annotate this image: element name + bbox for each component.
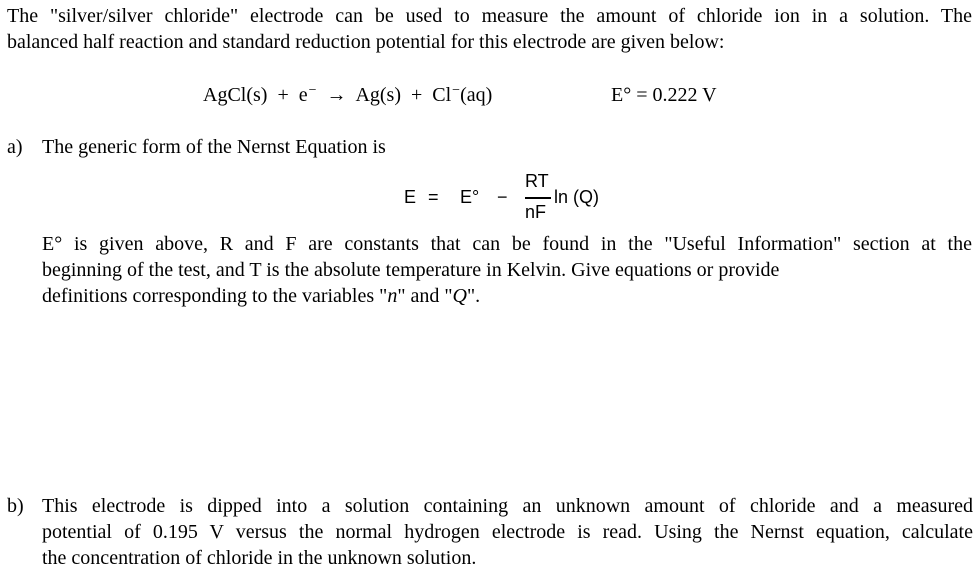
part-b-paragraph bbox=[42, 493, 973, 571]
intro-paragraph bbox=[7, 3, 972, 55]
reaction-arrow: → bbox=[326, 84, 347, 106]
equation-minus: − bbox=[497, 187, 508, 207]
half-reaction-equation bbox=[203, 82, 492, 111]
variable-n: n bbox=[387, 285, 398, 307]
variable-q: Q bbox=[452, 285, 467, 307]
agcl-species: AgCl(s) bbox=[203, 84, 268, 106]
plus-sign: + bbox=[277, 84, 289, 106]
aqueous-state: (aq) bbox=[460, 84, 493, 106]
chloride-charge: − bbox=[452, 83, 461, 98]
part-b-label: b) bbox=[7, 495, 24, 517]
equation-equals: = bbox=[428, 187, 439, 207]
part-b-line-2: potential of 0.195 V versus the normal hydrogen electrode is read. Using the Nernst equation, calculate bbox=[42, 521, 973, 543]
part-b-line-1: This electrode is dipped into a solution containing an unknown amount of chloride and a measured bbox=[42, 495, 973, 517]
part-a-label: a) bbox=[7, 136, 23, 158]
equation-standard-potential: E° bbox=[460, 187, 480, 207]
part-a-line-3-end: ". bbox=[466, 285, 481, 307]
part-a-line-3 bbox=[42, 283, 972, 309]
log-term: ln (Q) bbox=[554, 187, 599, 207]
half-reaction-row bbox=[0, 82, 979, 110]
part-a-line-3-start: definitions corresponding to the variables " bbox=[42, 285, 388, 307]
equation-lhs: E bbox=[404, 187, 417, 207]
electron-charge: − bbox=[308, 83, 317, 98]
part-a-line-2: beginning of the test, and T is the absolute temperature in Kelvin. Give equations or provide bbox=[42, 259, 780, 281]
plus-sign: + bbox=[410, 84, 423, 106]
electron-species: e bbox=[298, 84, 308, 106]
fraction-numerator: RT bbox=[525, 171, 549, 191]
fraction-denominator: nF bbox=[525, 202, 547, 222]
part-a-intro: The generic form of the Nernst Equation is bbox=[42, 136, 386, 158]
intro-line-2: balanced half reaction and standard reduction potential for this electrode are given below: bbox=[7, 31, 725, 53]
intro-line-1: The "silver/silver chloride" electrode can be used to measure the amount of chloride ion in a solution. The bbox=[7, 5, 972, 27]
part-a-paragraph bbox=[42, 231, 972, 309]
part-a-line-3-middle: " and " bbox=[397, 285, 453, 307]
nernst-equation bbox=[0, 166, 979, 224]
chloride-species: Cl bbox=[432, 84, 452, 106]
part-b-line-3: the concentration of chloride in the unknown solution. bbox=[42, 547, 477, 569]
standard-potential: E° = 0.222 V bbox=[611, 84, 717, 106]
part-a-line-1: E° is given above, R and F are constants that can be found in the "Useful Information" section at the bbox=[42, 233, 972, 255]
ag-species: Ag(s) bbox=[355, 84, 401, 106]
